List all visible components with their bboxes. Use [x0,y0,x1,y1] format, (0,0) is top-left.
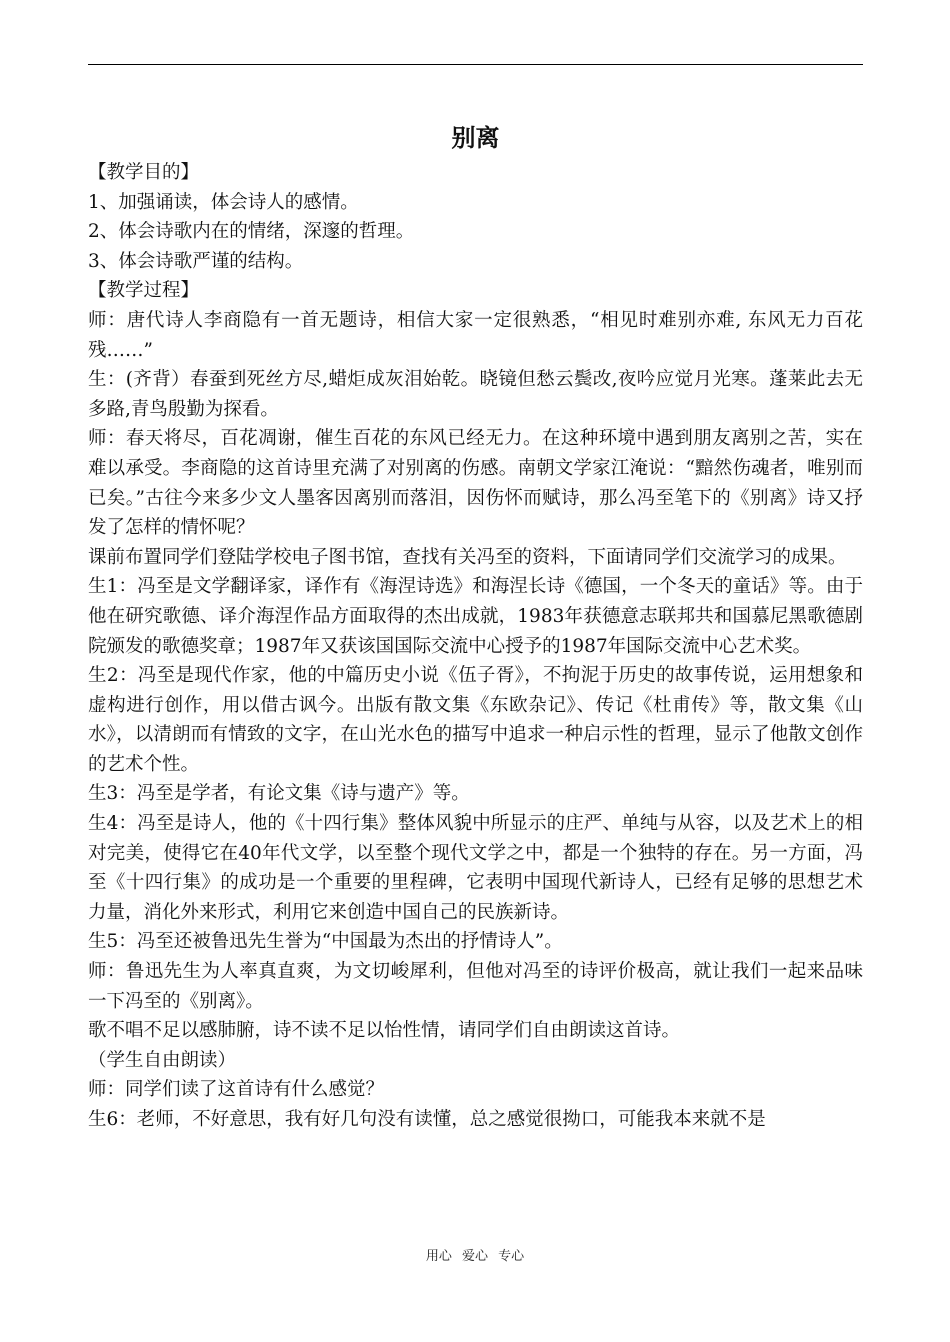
paragraph: 课前布置同学们登陆学校电子图书馆，查找有关冯至的资料，下面请同学们交流学习的成果。 [88,546,847,568]
paragraph: 师：鲁迅先生为人率真直爽，为文切峻犀利，但他对冯至的诗评价极高，就让我们一起来品味一下冯至的《别离》。 [88,961,863,1012]
goal-item: 3、体会诗歌严谨的结构。 [88,250,304,272]
goals-heading: 【教学目的】 [88,162,200,183]
paragraph: 生3：冯至是学者，有论文集《诗与遗产》等。 [88,783,470,805]
document-content [88,118,863,1135]
goal-item: 1、加强诵读，体会诗人的感情。 [88,191,359,213]
paragraph: 歌不唱不足以感肺腑，诗不读不足以怡性情，请同学们自由朗读这首诗。 [88,1020,681,1042]
paragraph: （学生自由朗读） [88,1049,237,1071]
paragraph: 师：唐代诗人李商隐有一首无题诗，相信大家一定很熟悉，“相见时难别亦难, 东风无力百花残……” [88,309,863,361]
paragraph: 生：(齐背）春蚕到死丝方尽,蜡炬成灰泪始乾。晓镜但愁云鬓改,夜吟应觉月光寒。蓬莱此去无多路,青鸟殷勤为探看。 [88,369,863,420]
paragraph: 生4：冯至是诗人，他的《十四行集》整体风貌中所显示的庄严、单纯与从容，以及艺术上的相对完美，使得它在40年代文学，以至整个现代文学之中，都是一个独特的存在。另一方面，冯至《十四行集》的成功是一个重要的里程碑，它表明中国现代新诗人，已经有足够的思想艺术力量，消化外来形式，利用它来创造中国自己的民族新诗。 [88,813,863,923]
paragraph: 生2：冯至是现代作家，他的中篇历史小说《伍子胥》，不拘泥于历史的故事传说，运用想象和虚构进行创作，用以借古讽今。出版有散文集《东欧杂记》、传记《杜甫传》等，散文集《山水》，以清朗而有情致的文字，在山光水色的描写中追求一种启示性的哲理，显示了他散文创作的艺术个性。 [88,665,863,775]
document-body [88,158,863,1135]
page-footer: 用心 爱心 专心 [425,1249,525,1264]
paragraph: 生6：老师，不好意思，我有好几句没有读懂，总之感觉很拗口，可能我本来就不是 [88,1109,766,1130]
paragraph: 生5：冯至还被鲁迅先生誉为“中国最为杰出的抒情诗人”。 [88,931,563,953]
document-title: 别离 [451,124,500,152]
paragraph: 生1：冯至是文学翻译家，译作有《海涅诗选》和海涅长诗《德国，一个冬天的童话》等。由于他在研究歌德、译介海涅作品方面取得的杰出成就，1983年获德意志联邦共和国慕尼黑歌德剧院颁发的歌德奖章；1987年又获该国国际交流中心授予的1987年国际交流中心艺术奖。 [88,576,863,657]
paragraph: 师：同学们读了这首诗有什么感觉？ [88,1079,385,1101]
paragraph: 师：春天将尽，百花凋谢，催生百花的东风已经无力。在这种环境中遇到朋友离别之苦，实在难以承受。李商隐的这首诗里充满了对别离的伤感。南朝文学家江淹说：“黯然伤魂者，唯别而已矣。”古往今来多少文人墨客因离别而落泪，因伤怀而赋诗，那么冯至笔下的《别离》诗又抒发了怎样的情怀呢？ [88,428,863,539]
process-heading: 【教学过程】 [88,280,200,302]
goal-item: 2、体会诗歌内在的情绪，深邃的哲理。 [88,221,415,243]
header-rule [88,64,863,65]
